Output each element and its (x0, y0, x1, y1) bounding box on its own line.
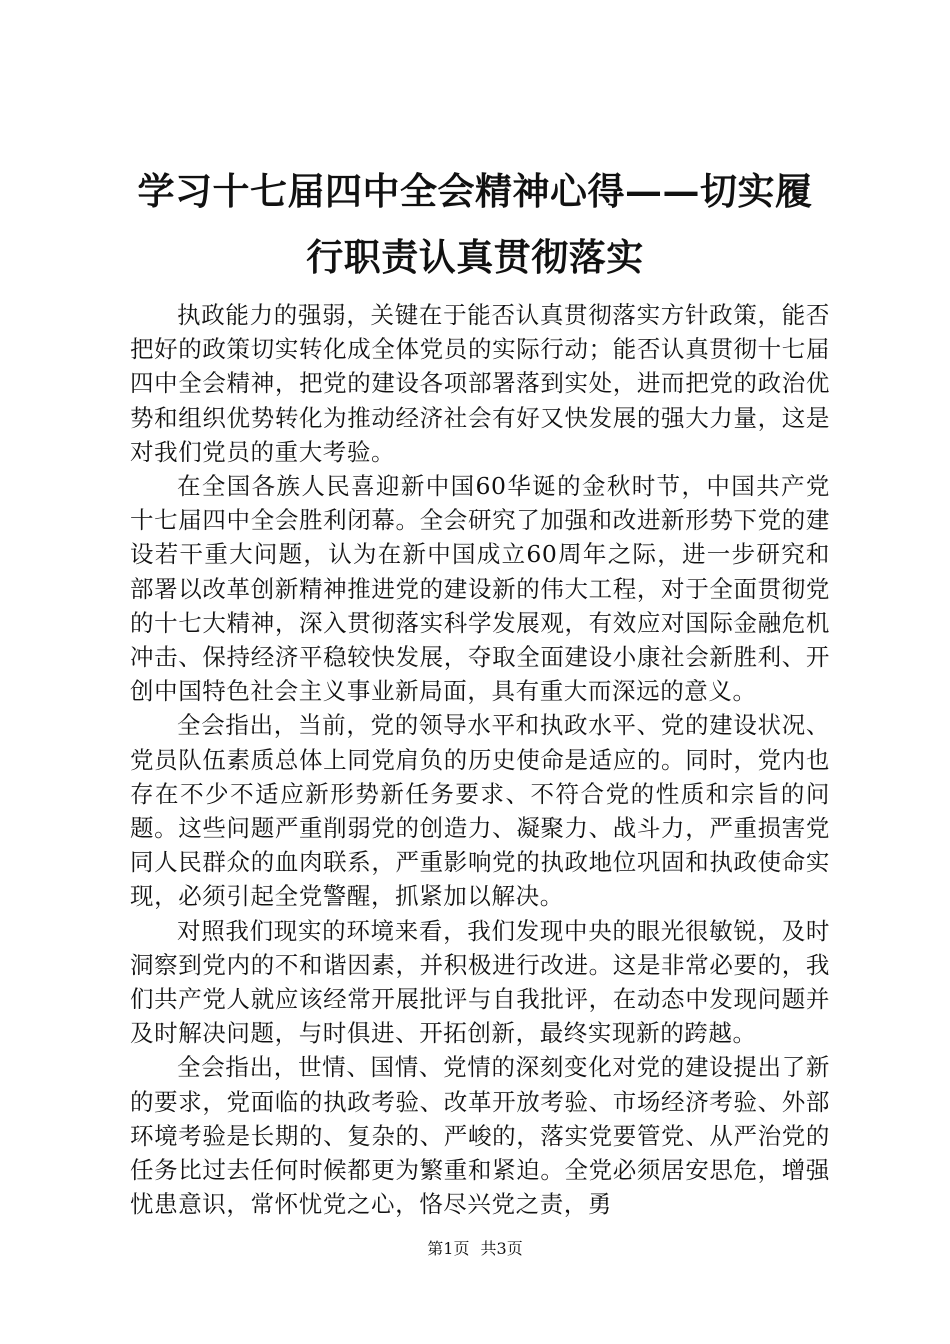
paragraph-3: 全会指出，当前，党的领导水平和执政水平、党的建设状况、党员队伍素质总体上同党肩负的历史使命是适应的。同时，党内也存在不少不适应新形势新任务要求、不符合党的性质和宗旨的问题。这些问题严重削弱党的创造力、凝聚力、战斗力，严重损害党同人民群众的血肉联系，严重影响党的执政地位巩固和执政使命实现，必须引起全党警醒，抓紧加以解决。 (130, 711, 830, 911)
document-body (130, 298, 830, 1221)
paragraph-1: 执政能力的强弱，关键在于能否认真贯彻落实方针政策，能否把好的政策切实转化成全体党员的实际行动；能否认真贯彻十七届四中全会精神，把党的建设各项部署落到实处，进而把党的政治优势和组织优势转化为推动经济社会有好又快发展的强大力量，这是对我们党员的重大考验。 (130, 301, 830, 466)
page-footer: 第1页 共3页 (427, 1239, 523, 1258)
paragraph-2: 在全国各族人民喜迎新中国60华诞的金秋时节，中国共产党十七届四中全会胜利闭幕。全会研究了加强和改进新形势下党的建设若干重大问题，认为在新中国成立60周年之际，进一步研究和部署以改革创新精神推进党的建设新的伟大工程，对于全面贯彻党的十七大精神，深入贯彻落实科学发展观，有效应对国际金融危机冲击、保持经济平稳较快发展，夺取全面建设小康社会新胜利、开创中国特色社会主义事业新局面，具有重大而深远的意义。 (130, 472, 830, 706)
paragraph-5: 全会指出，世情、国情、党情的深刻变化对党的建设提出了新的要求，党面临的执政考验、改革开放考验、市场经济考验、外部环境考验是长期的、复杂的、严峻的，落实党要管党、从严治党的任务比过去任何时候都更为繁重和紧迫。全党必须居安思危，增强忧患意识，常怀忧党之心，恪尽兴党之责，勇 (130, 1053, 830, 1219)
document-title: 学习十七届四中全会精神心得——切实履行职责认真贯彻落实 (137, 169, 813, 279)
paragraph-4: 对照我们现实的环境来看，我们发现中央的眼光很敏锐，及时洞察到党内的不和谐因素，并积极进行改进。这是非常必要的，我们共产党人就应该经常开展批评与自我批评，在动态中发现问题并及时解决问题，与时俱进、开拓创新，最终实现新的跨越。 (130, 916, 830, 1048)
